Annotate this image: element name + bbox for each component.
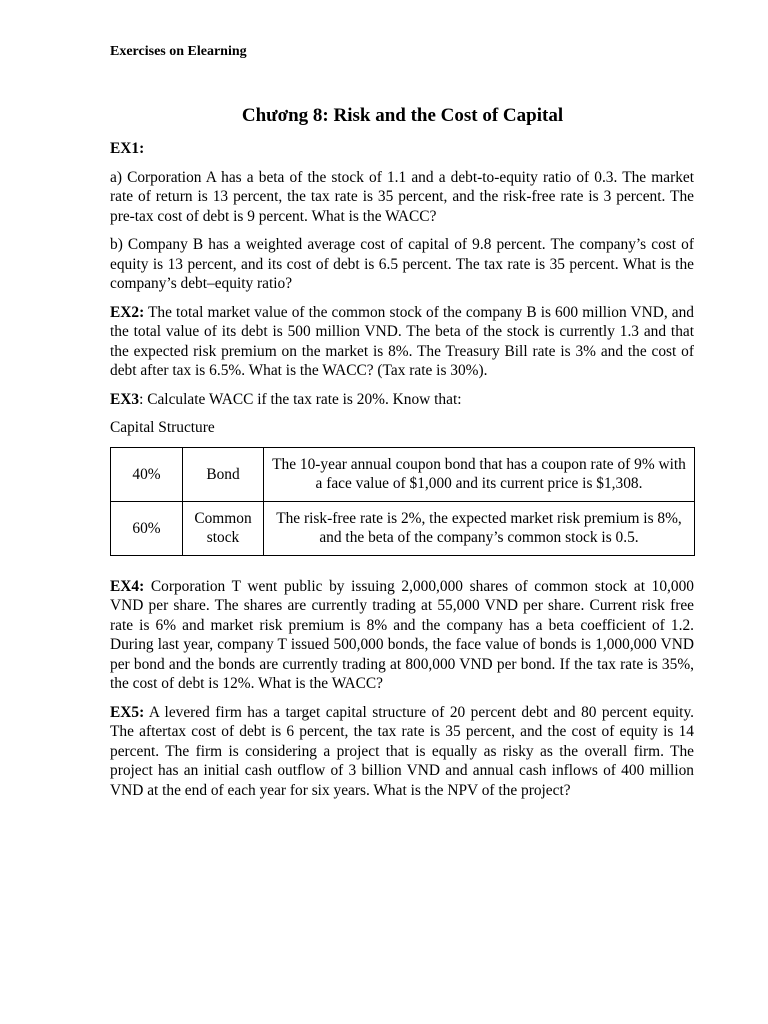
page-title: Chương 8: Risk and the Cost of Capital: [241, 105, 564, 126]
ex4-label: EX4:: [110, 577, 145, 595]
ex3-paragraph: [110, 390, 694, 410]
ex2-label: EX2:: [110, 303, 145, 321]
capital-structure-label: Capital Structure: [110, 419, 215, 436]
table-cell-weight: 60%: [111, 501, 183, 555]
table-row: [111, 447, 695, 501]
table-row: [111, 501, 695, 555]
table-cell-type: Common stock: [183, 501, 264, 555]
ex2-text: The total market value of the common stock of the company B is 600 million VND, and the total value of its debt is 500 million VND. The beta of the stock is currently 1.3 and that the expected risk premium on the market is 8%. The Treasury Bill rate is 3% and the cost of debt after tax is 6.5%. What is the WACC? (Tax rate is 30%).: [110, 303, 694, 379]
ex5-paragraph: [110, 703, 694, 801]
ex1-part-b: b) Company B has a weighted average cost of capital of 9.8 percent. The company’s cost of equity is 13 percent, and its cost of debt is 6.5 percent. The tax rate is 35 percent. What is the company’s debt–equity ratio?: [110, 236, 694, 292]
ex1-label: EX1:: [110, 140, 145, 157]
ex4-paragraph: [110, 577, 694, 694]
ex2-paragraph: [110, 303, 694, 381]
spacer: [110, 556, 694, 577]
ex1-part-a: a) Corporation A has a beta of the stock of 1.1 and a debt-to-equity ratio of 0.3. The market rate of return is 13 percent, the tax rate is 35 percent, and the risk-free rate is 3 percent. The pre-tax cost of debt is 9 percent. What is the WACC?: [110, 168, 694, 225]
table-cell-description: The risk-free rate is 2%, the expected market risk premium is 8%, and the beta of the company’s common stock is 0.5.: [264, 501, 695, 555]
ex3-label: EX3: [110, 390, 140, 408]
document-body: [110, 139, 694, 809]
table-cell-weight: 40%: [111, 447, 183, 501]
ex1-heading: [110, 139, 694, 159]
capital-structure-table: [110, 447, 695, 556]
ex5-text: A levered firm has a target capital structure of 20 percent debt and 80 percent equity. The aftertax cost of debt is 6 percent, the tax rate is 35 percent, and the cost of equity is 14 percent. The firm is considering a project that is equally as risky as the overall firm. The project has an initial cash outflow of 3 billion VND and annual cash inflows of 400 million VND at the end of each year for six years. What is the NPV of the project?: [110, 703, 694, 799]
ex4-text: Corporation T went public by issuing 2,000,000 shares of common stock at 10,000 VND per share. The shares are currently trading at 55,000 VND per share. Current risk free rate is 6% and market risk premium is 8% and the company has a beta coefficient of 1.2. During last year, company T issued 500,000 bonds, the face value of bonds is 1,000,000 VND per bond and the bonds are currently trading at 800,000 VND per bond. If the tax rate is 35%, the cost of debt is 12%. What is the WACC?: [110, 577, 694, 692]
page-header: Exercises on Elearning: [110, 44, 247, 59]
table-cell-description: The 10-year annual coupon bond that has a coupon rate of 9% with a face value of $1,000 and its current price is $1,308.: [264, 447, 695, 501]
ex5-label: EX5:: [110, 703, 145, 721]
ex3-text: : Calculate WACC if the tax rate is 20%. Know that:: [139, 390, 462, 408]
table-cell-type: Bond: [183, 447, 264, 501]
